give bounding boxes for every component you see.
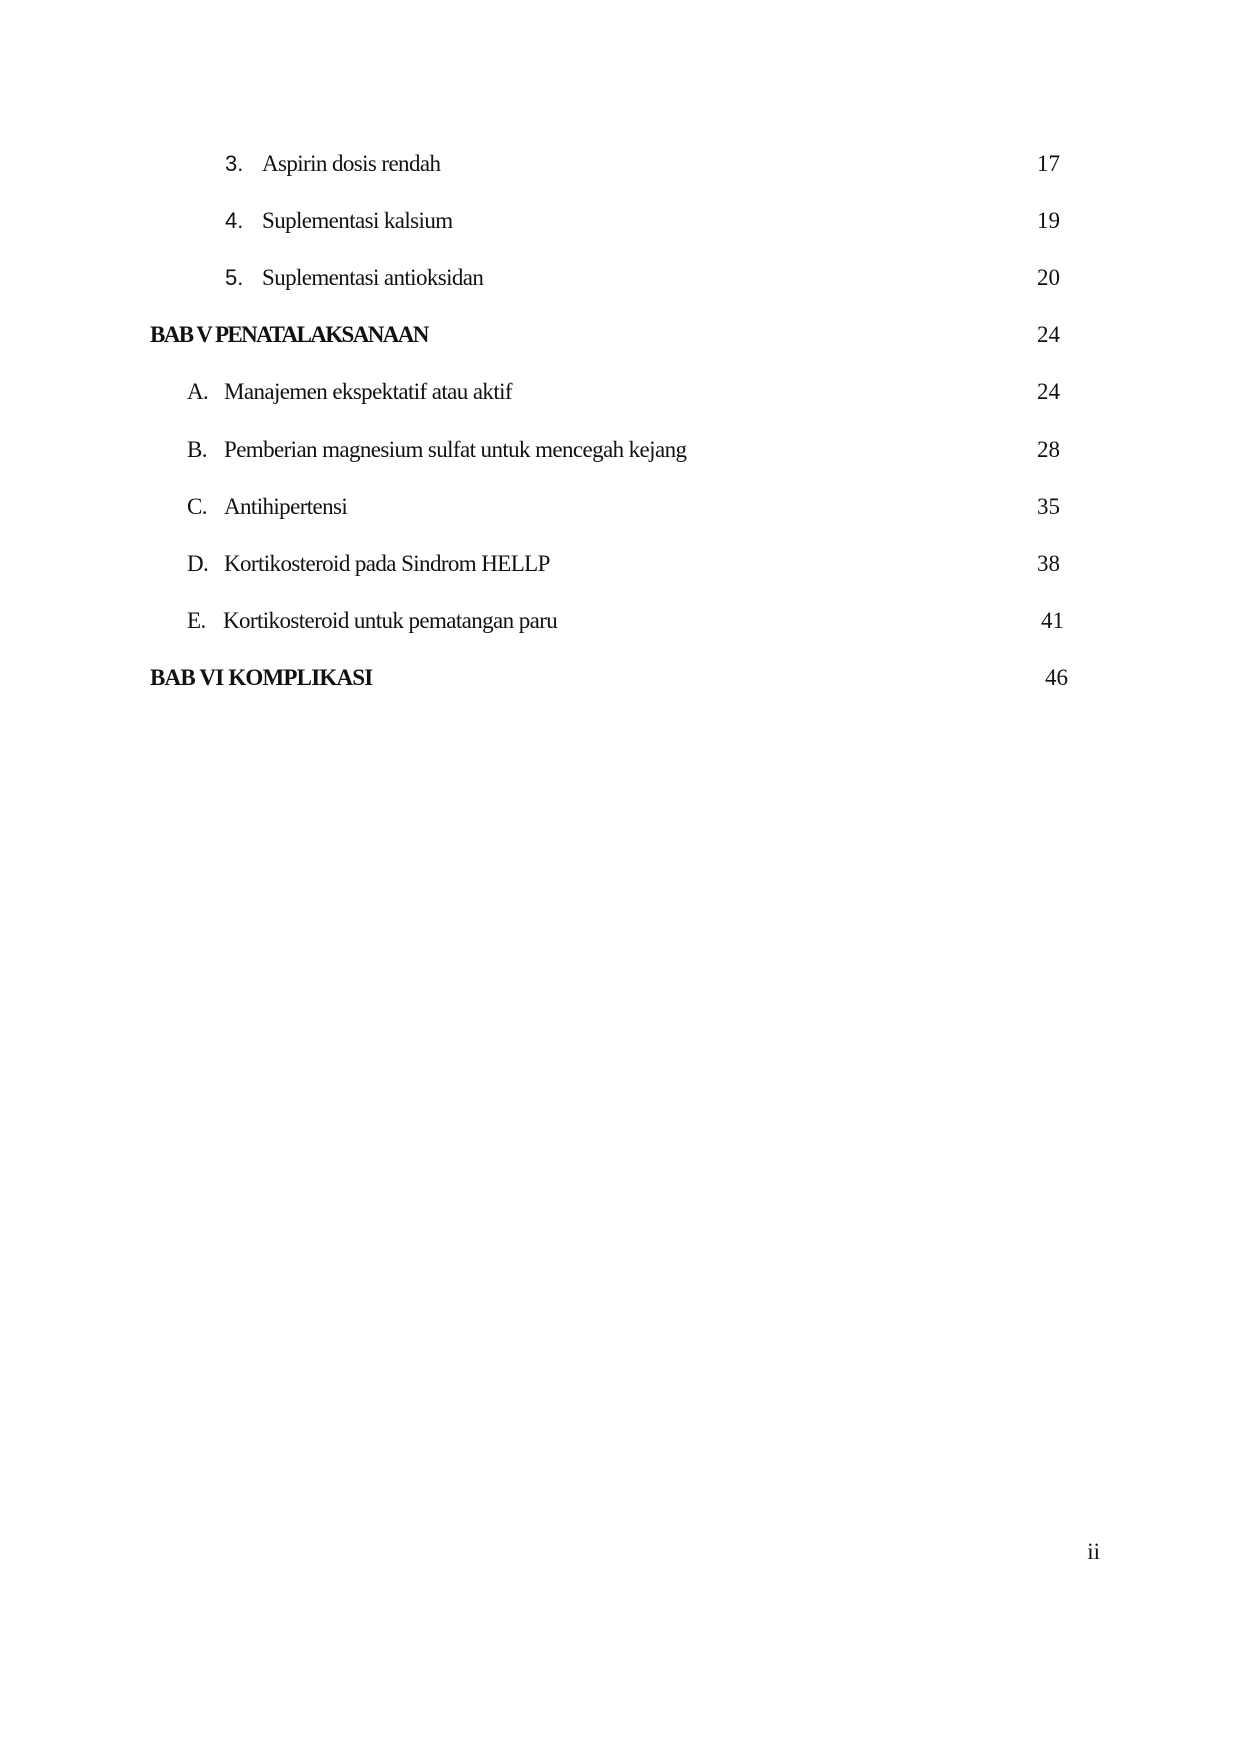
toc-entry-title: Suplementasi kalsium: [262, 208, 453, 233]
toc-entry-kortikosteroid-paru: [0, 601, 1240, 641]
toc-entry-title: Pemberian magnesium sulfat untuk mencegah kejang: [224, 437, 687, 462]
toc-entry-marker: D.: [187, 551, 209, 576]
toc-entry-antioksidan: [0, 258, 1240, 298]
toc-chapter-bab-v: [0, 315, 1240, 355]
toc-entry-magnesium: [0, 430, 1240, 470]
toc-entry-title: Aspirin dosis rendah: [262, 151, 441, 176]
toc-entry-title: Antihipertensi: [224, 494, 348, 519]
toc-entry-marker: C.: [187, 494, 207, 519]
toc-entry-marker: B.: [187, 437, 207, 462]
toc-entry-title: Kortikosteroid untuk pematangan paru: [223, 608, 558, 633]
toc-entry-antihipertensi: [0, 487, 1240, 527]
toc-entry-page: 20: [1037, 265, 1060, 290]
toc-entry-marker: 4.: [225, 208, 244, 233]
toc-entry-page: 19: [1037, 208, 1060, 233]
toc-entry-aspirin: [0, 144, 1240, 184]
toc-entry-page: 17: [1037, 151, 1060, 176]
toc-entry-page: 41: [1041, 608, 1064, 633]
toc-chapter-title: BAB VI KOMPLIKASI: [150, 665, 373, 690]
toc-entry-kalsium: [0, 201, 1240, 241]
toc-entry-title: Kortikosteroid pada Sindrom HELLP: [224, 551, 550, 576]
toc-chapter-bab-vi: [0, 658, 1240, 698]
toc-entry-page: 24: [1037, 379, 1060, 404]
toc-entry-manajemen: [0, 372, 1240, 412]
toc-entry-title: Manajemen ekspektatif atau aktif: [224, 379, 512, 404]
toc-entry-marker: 5.: [225, 265, 244, 290]
toc-chapter-title: BAB V PENATALAKSANAAN: [150, 322, 428, 347]
toc-chapter-page: 24: [1037, 322, 1060, 347]
toc-entry-marker: 3.: [225, 151, 244, 176]
toc-entry-page: 38: [1037, 551, 1060, 576]
toc-chapter-page: 46: [1045, 665, 1068, 690]
toc-entry-kortikosteroid-hellp: [0, 544, 1240, 584]
toc-entry-title: Suplementasi antioksidan: [262, 265, 484, 290]
toc-entry-marker: E.: [187, 608, 206, 633]
toc-entry-page: 28: [1037, 437, 1060, 462]
toc-entry-page: 35: [1037, 494, 1060, 519]
toc-entry-marker: A.: [187, 379, 209, 404]
page-number: ii: [1087, 1539, 1100, 1564]
